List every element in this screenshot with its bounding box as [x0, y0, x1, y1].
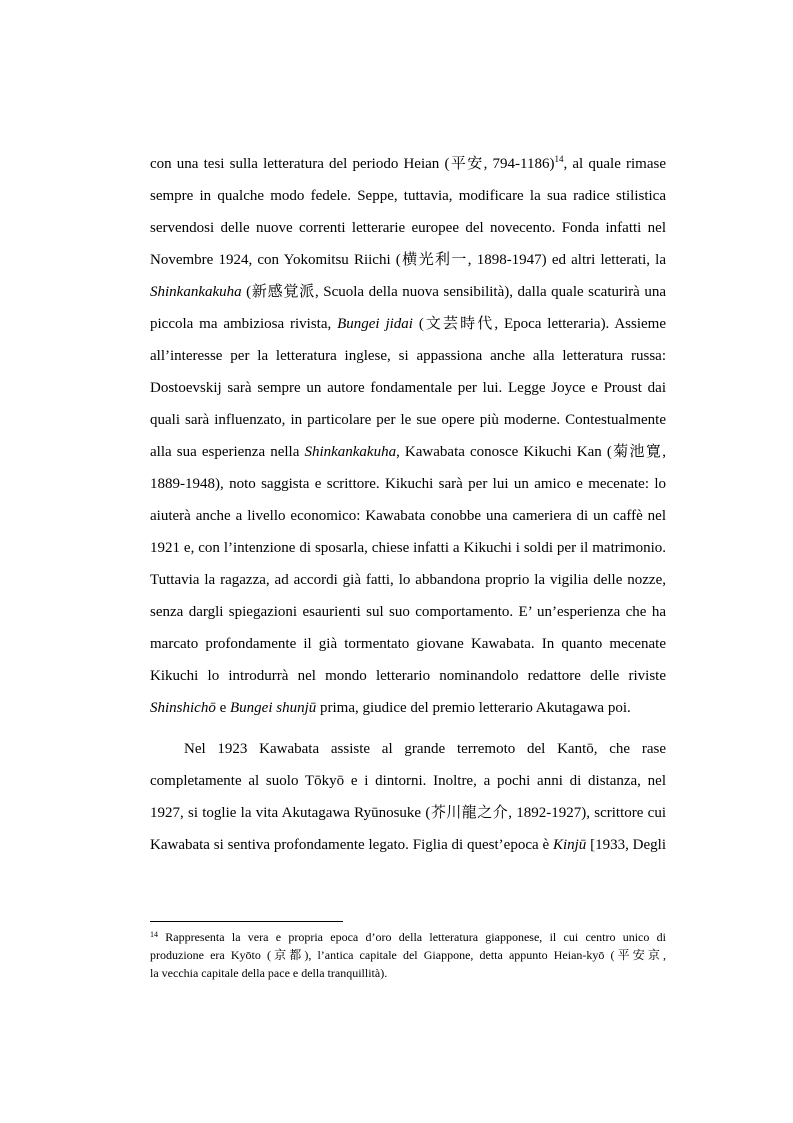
- text-line: [150, 660, 666, 692]
- text-line: [150, 797, 666, 829]
- footnote-ref: 14: [554, 154, 564, 164]
- text-run: Rappresenta la vera e propria epoca d’oro della letteratura giapponese, il cui centro unico di: [158, 930, 666, 944]
- text-run: (新感覚派, Scuola della nuova sensibilità), dalla quale scaturirà una: [241, 284, 666, 300]
- text-run: , Kawabata conosce Kikuchi Kan (菊池寛,: [396, 444, 666, 460]
- text-line: [150, 148, 666, 180]
- text-run: Nel 1923 Kawabata assiste al grande terremoto del Kantō, che rase: [184, 741, 666, 757]
- text-line: [150, 692, 666, 724]
- text-line: [150, 468, 666, 500]
- text-run: Novembre 1924, con Yokomitsu Riichi (横光利一, 1898-1947) ed altri letterati, la: [150, 252, 666, 268]
- text-run: quali sarà influenzato, in particolare per le sue opere più moderne. Contestualmente: [150, 412, 666, 428]
- text-run: all’interesse per la letteratura inglese, si appassiona anche alla letteratura russa:: [150, 348, 666, 364]
- italic-text: Shinkankakuha: [304, 444, 397, 460]
- text-line: [150, 564, 666, 596]
- text-run: [1933, Degli: [586, 837, 666, 853]
- text-line: [150, 596, 666, 628]
- text-line: [150, 308, 666, 340]
- main-text: [150, 148, 666, 861]
- text-run: prima, giudice del premio letterario Akutagawa poi.: [316, 700, 631, 716]
- text-line: [150, 404, 666, 436]
- text-run: 1889-1948), noto saggista e scrittore. Kikuchi sarà per lui un amico e mecenate: lo: [150, 476, 666, 492]
- text-run: con una tesi sulla letteratura del periodo Heian (平安, 794-1186): [150, 156, 555, 172]
- italic-text: Shinkankakuha: [150, 284, 242, 300]
- text-line: [150, 964, 666, 982]
- text-run: , al quale rimase: [563, 156, 666, 172]
- text-run: Kawabata si sentiva profondamente legato. Figlia di quest’epoca è: [150, 837, 553, 853]
- text-run: alla sua esperienza nella: [150, 444, 305, 460]
- text-line: [150, 180, 666, 212]
- text-run: 1927, si toglie la vita Akutagawa Ryūnosuke (芥川龍之介, 1892-1927), scrittore cui: [150, 805, 666, 821]
- text-run: Tuttavia la ragazza, ad accordi già fatti, lo abbandona proprio la vigilia delle nozze,: [150, 572, 666, 588]
- italic-text: Bungei jidai: [337, 316, 413, 332]
- text-run: (文芸時代, Epoca letteraria). Assieme: [412, 316, 666, 332]
- text-line: [150, 733, 666, 765]
- paragraph-2: [150, 733, 666, 861]
- text-line: [150, 276, 666, 308]
- text-run: senza dargli spiegazioni esaurienti sul suo comportamento. E’ un’esperienza che ha: [150, 604, 666, 620]
- text-run: Kikuchi lo introdurrà nel mondo letterario nominandolo redattore delle riviste: [150, 668, 666, 684]
- text-line: [150, 436, 666, 468]
- text-run: completamente al suolo Tōkyō e i dintorni. Inoltre, a pochi anni di distanza, nel: [150, 773, 666, 789]
- italic-text: Bungei shunjū: [230, 700, 317, 716]
- text-run: produzione era Kyōto (京都), l’antica capitale del Giappone, detta appunto Heian-kyō (平安京,: [150, 948, 666, 962]
- text-run: aiuterà anche a livello economico: Kawabata conobbe una cameriera di un caffè nel: [150, 508, 666, 524]
- text-line: [150, 765, 666, 797]
- text-run: sempre in qualche modo fedele. Seppe, tuttavia, modificare la sua radice stilistica: [150, 188, 666, 204]
- footnote-ref: 14: [150, 930, 158, 939]
- text-run: servendosi delle nuove correnti letterarie europee del novecento. Fonda infatti nel: [150, 220, 666, 236]
- italic-text: Shinshichō: [150, 700, 216, 716]
- footnote-14: [150, 928, 666, 982]
- text-line: [150, 372, 666, 404]
- text-run: Dostoevskij sarà sempre un autore fondamentale per lui. Legge Joyce e Proust dai: [150, 380, 666, 396]
- text-run: la vecchia capitale della pace e della tranquillità).: [150, 966, 388, 980]
- text-line: [150, 244, 666, 276]
- text-run: e: [215, 700, 231, 716]
- paragraph-1: [150, 148, 666, 724]
- text-line: [150, 928, 666, 946]
- text-line: [150, 946, 666, 964]
- footnote-area: [150, 928, 666, 982]
- text-line: [150, 340, 666, 372]
- text-run: 1921 e, con l’intenzione di sposarla, chiese infatti a Kikuchi i soldi per il matrimonio.: [150, 540, 666, 556]
- text-line: [150, 628, 666, 660]
- text-run: marcato profondamente il già tormentato giovane Kawabata. In quanto mecenate: [150, 636, 666, 652]
- text-line: [150, 500, 666, 532]
- italic-text: Kinjū: [552, 837, 587, 853]
- text-line: [150, 829, 666, 861]
- text-line: [150, 212, 666, 244]
- text-run: piccola ma ambiziosa rivista,: [150, 316, 338, 332]
- text-line: [150, 532, 666, 564]
- footnote-separator: [150, 921, 343, 922]
